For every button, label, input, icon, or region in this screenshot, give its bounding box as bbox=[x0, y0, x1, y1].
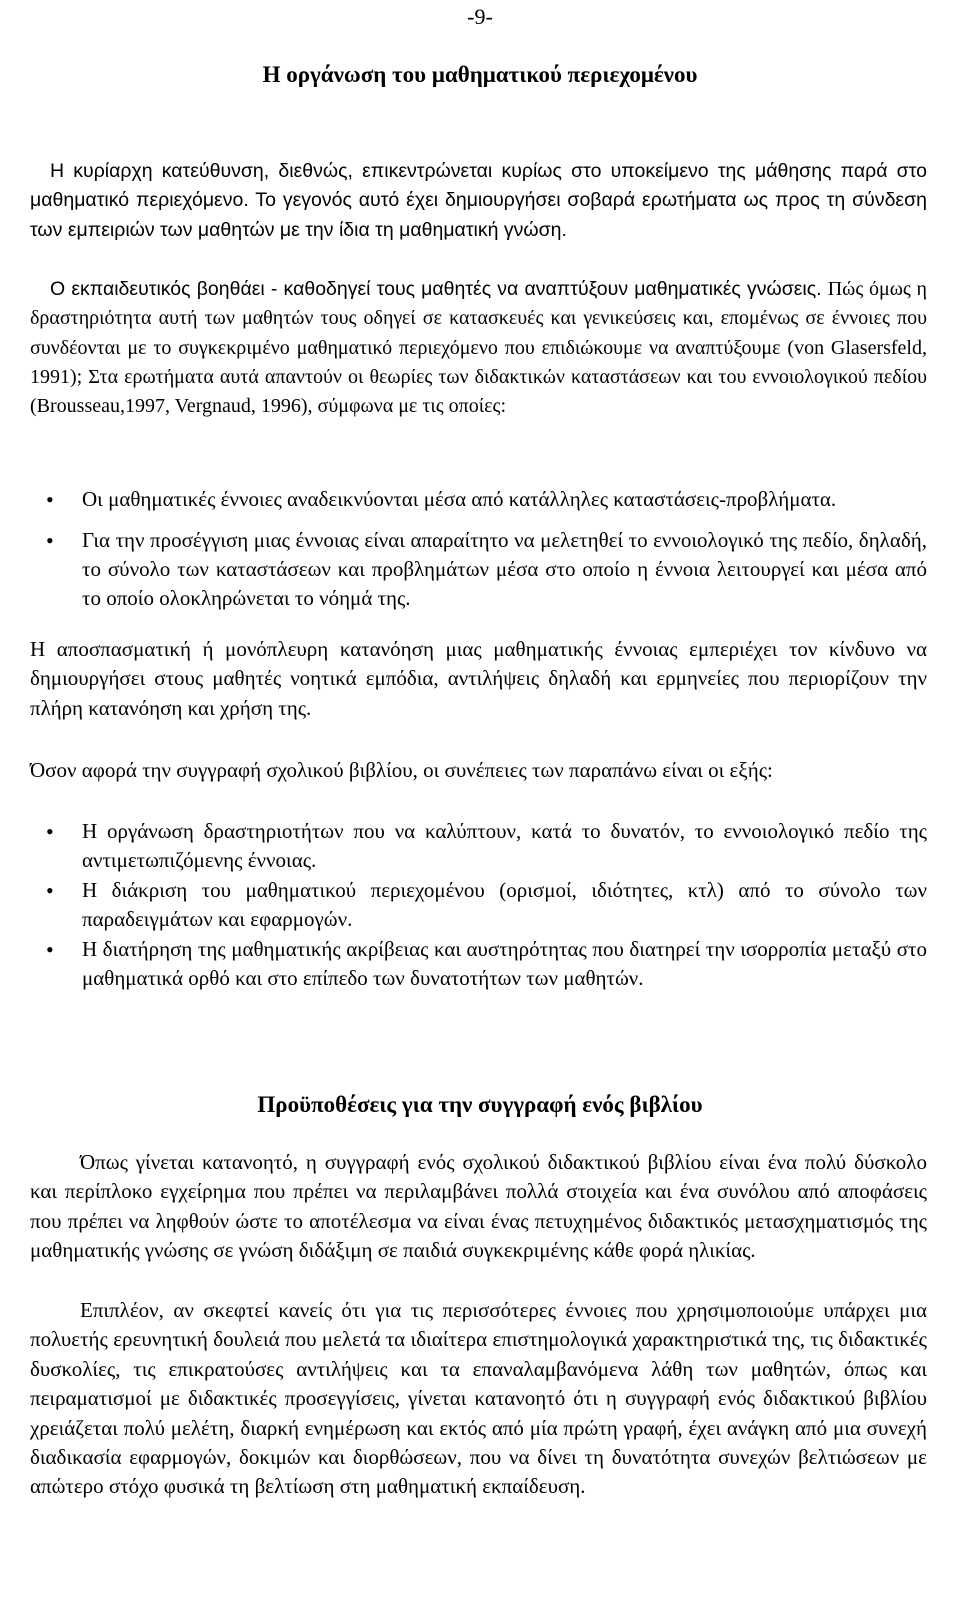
paragraph-intro: Η κυρίαρχη κατεύθυνση, διεθνώς, επικεντρώνεται κυρίως στο υποκείμενο της μάθησης παρά στο μαθηματικό περιεχόμενο. Το γεγονός αυτό έχει δημιουργήσει σοβαρά ερωτήματα ως προς τη σύνδεση των εμπειριών των μαθητών με την ίδια τη μαθηματική γνώση. bbox=[30, 160, 927, 241]
section-title-prerequisites: Προϋποθέσεις για την συγγραφή ενός βιβλίου bbox=[257, 1092, 703, 1117]
list-item: • Η διατήρηση της μαθηματικής ακρίβειας και αυστηρότητας που διατηρεί την ισορροπία μεταξύ στο μαθηματικά ορθό και στο επίπεδο των δυνατοτήτων των μαθητών. bbox=[30, 935, 927, 993]
list-item: • Οι μαθηματικές έννοιες αναδεικνύονται μέσα από κατάλληλες καταστάσεις-προβλήματα. bbox=[30, 485, 927, 514]
list-item: • Η διάκριση του μαθηματικού περιεχομένου (ορισμοί, ιδιότητες, κτλ) από το σύνολο των παραδειγμάτων και εφαρμογών. bbox=[30, 876, 927, 934]
list-item: • Για την προσέγγιση μιας έννοιας είναι απαραίτητο να μελετηθεί το εννοιολογικό της πεδίο, δηλαδή, το σύνολο των καταστάσεων και προβλημάτων μέσα στο οποίο η έννοια λειτουργεί και μέσα από το οποίο ολοκληρώνεται το νόημά της. bbox=[30, 526, 927, 613]
consequences-bullet-list bbox=[30, 817, 927, 993]
paragraph-teacher-role bbox=[30, 275, 927, 421]
paragraph-consequences-intro: Όσον αφορά την συγγραφή σχολικού βιβλίου, οι συνέπειες των παραπάνω είναι οι εξής: bbox=[30, 758, 773, 782]
section-title-organization: Η οργάνωση του μαθηματικού περιεχομένου bbox=[262, 62, 698, 87]
paragraph-teacher-role-serif: Πώς όμως η δραστηριότητα αυτή των μαθητών τους οδηγεί σε κατασκευές και γενικεύσεις και, επομένως σε έννοιες που συνδέονται με το συγκεκριμένο μαθηματικό περιεχόμενο που επιδιώκουμε να αναπτύξουμε (von Glasersfeld, 1991); Στα ερωτήματα αυτά απαντούν οι θεωρίες των διδακτικών καταστάσεων και του εννοιολογικού πεδίου (Brousseau,1997, Vergnaud, 1996), σύμφωνα με τις οποίες: bbox=[30, 278, 928, 418]
paragraph-fragmented-understanding: Η αποσπασματική ή μονόπλευρη κατανόηση μιας μαθηματικής έννοιας εμπεριέχει τον κίνδυνο να δημιουργήσει στους μαθητές νοητικά εμπόδια, αντιλήψεις δηλαδή και ερμηνείες που περιορίζουν την πλήρη κατανόηση και χρήση της. bbox=[30, 637, 927, 720]
paragraph-teacher-role-sans: Ο εκπαιδευτικός βοηθάει - καθοδηγεί τους μαθητές να αναπτύξουν μαθηματικές γνώσεις. bbox=[50, 278, 822, 300]
paragraph-book-writing: Όπως γίνεται κατανοητό, η συγγραφή ενός σχολικού διδακτικού βιβλίου είναι ένα πολύ δύσκολο και περίπλοκο εγχείρημα που πρέπει να περιλαμβάνει πολλά στοιχεία και ένα συνόλου από αποφάσεις που πρέπει να ληφθούν ώστε το αποτέλεσμα να είναι ένας πετυχημένος διδακτικός μετασχηματισμός της μαθηματικής γνώσης σε γνώση διδάξιμη σε παιδιά συγκεκριμένης κάθε φορά ηλικίας. bbox=[30, 1150, 927, 1263]
page-number: -9- bbox=[467, 4, 493, 29]
list-item: • Η οργάνωση δραστηριοτήτων που να καλύπτουν, κατά το δυνατόν, το εννοιολογικό πεδίο της αντιμετωπιζόμενης έννοιας. bbox=[30, 817, 927, 875]
paragraph-research-work: Επιπλέον, αν σκεφτεί κανείς ότι για τις περισσότερες έννοιες που χρησιμοποιούμε υπάρχει μια πολυετής ερευνητική δουλειά που μελετά τα ιδιαίτερα επιστημολογικά χαρακτηριστικά της, τις διδακτικές δυσκολίες, τις επικρατούσες αντιλήψεις και τα επαναλαμβανόμενα λάθη των μαθητών, όπως και πειραματισμοί με διδακτικές προσεγγίσεις, γίνεται κατανοητό ότι η συγγραφή ενός διδακτικού βιβλίου χρειάζεται πολύ μελέτη, διαρκή ενημέρωση και εκτός από μία πρώτη γραφή, έχει ανάγκη από μια συνεχή διαδικασία εφαρμογών, δοκιμών και διορθώσεων, που να δίνει τη δυνατότητα συνεχών βελτιώσεων με απώτερο στόχο φυσικά τη βελτίωση στη μαθηματική εκπαίδευση. bbox=[30, 1298, 927, 1499]
theory-bullet-list bbox=[30, 485, 927, 613]
